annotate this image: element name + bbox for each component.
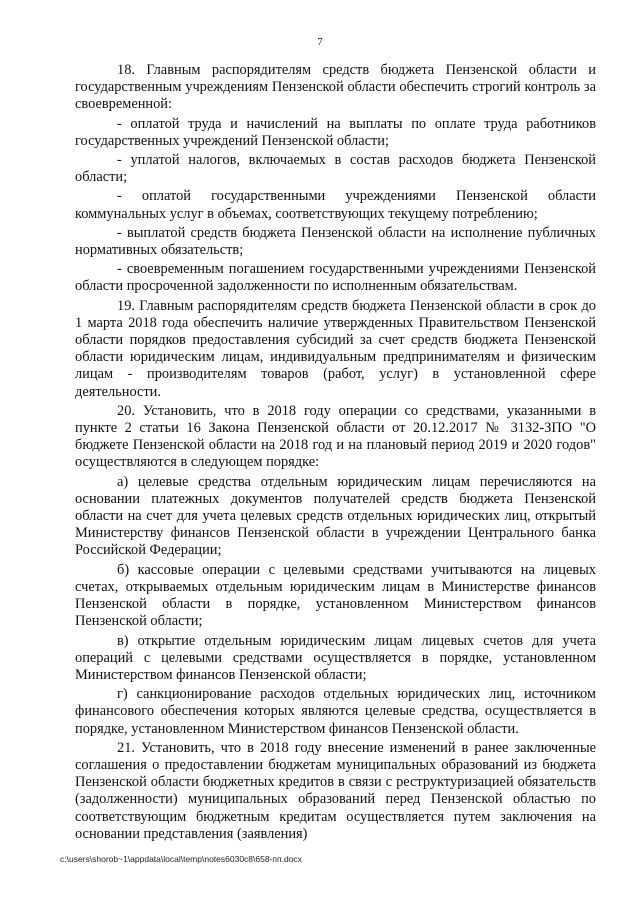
subitem-a: а) целевые средства отдельным юридическим лицам перечисляются на основании платежных документов получателей средств бюджета Пензенской области на счет для учета целевых средств отдельных юридических лиц, открытый Министерству финансов Пензенской области в учреждении Центрального банка Российской Федерации;	[75, 473, 596, 559]
list-item-utilities: - оплатой государственными учреждениями Пензенской области коммунальных услуг в объемах, соответствующих текущему потреблению;	[75, 188, 596, 222]
page-number: 7	[317, 36, 323, 48]
subitem-b: б) кассовые операции с целевыми средствами учитываются на лицевых счетах, открываемых отдельным юридическим лицам в Министерстве финансов Пензенской области в порядке, установленном Министерством финансов Пензенской области;	[75, 561, 596, 630]
list-item-taxes: - уплатой налогов, включаемых в состав расходов бюджета Пензенской области;	[75, 152, 596, 186]
list-item-public-obligations: - выплатой средств бюджета Пензенской области на исполнение публичных нормативных обязательств;	[75, 224, 596, 259]
list-item-labor-payment: - оплатой труда и начислений на выплаты по оплате труда работников государственных учреждений Пензенской области;	[75, 115, 596, 149]
document-body	[75, 62, 596, 843]
paragraph-18: 18. Главным распорядителям средств бюджета Пензенской области и государственным учреждениям Пензенской области обеспечить строгий контроль за своевременной:	[75, 62, 596, 113]
subitem-g: г) санкционирование расходов отдельных юридических лиц, источником финансового обеспечения которых являются целевые средства, осуществляется в порядке, установленном Министерством финансов Пензенской области.	[75, 686, 596, 737]
footer-file-path: c:\users\shorob~1\appdata\local\temp\notes6030c8\658-пп.docx	[60, 854, 302, 864]
paragraph-19: 19. Главным распорядителям средств бюджета Пензенской области в срок до 1 марта 2018 года обеспечить наличие утвержденных Правительством Пензенской области порядков предоставления субсидий за счет средств бюджета Пензенской области юридическим лицам, индивидуальным предпринимателям и физическим лицам - производителям товаров (работ, услуг) в установленной сфере деятельности.	[75, 297, 596, 400]
paragraph-20: 20. Установить, что в 2018 году операции со средствами, указанными в пункте 2 статьи 16 Закона Пензенской области от 20.12.2017 № 3132-ЗПО "О бюджете Пензенской области на 2018 год и на плановый период 2019 и 2020 годов" осуществляются в следующем порядке:	[75, 402, 596, 471]
subitem-v: в) открытие отдельным юридическим лицам лицевых счетов для учета операций с целевыми средствами осуществляется в порядке, установленном Министерством финансов Пензенской области;	[75, 632, 596, 683]
list-item-overdue-debt: - своевременным погашением государственными учреждениями Пензенской области просроченной задолженности по исполненным обязательствам.	[75, 261, 596, 295]
paragraph-21: 21. Установить, что в 2018 году внесение изменений в ранее заключенные соглашения о предоставлении бюджетам муниципальных образований из бюджета Пензенской области бюджетных кредитов в связи с реструктуризацией обязательств (задолженности) муниципальных образований перед Пензенской областью по соответствующим бюджетным кредитам осуществляется путем заключения на основании представления (заявления)	[75, 739, 596, 842]
